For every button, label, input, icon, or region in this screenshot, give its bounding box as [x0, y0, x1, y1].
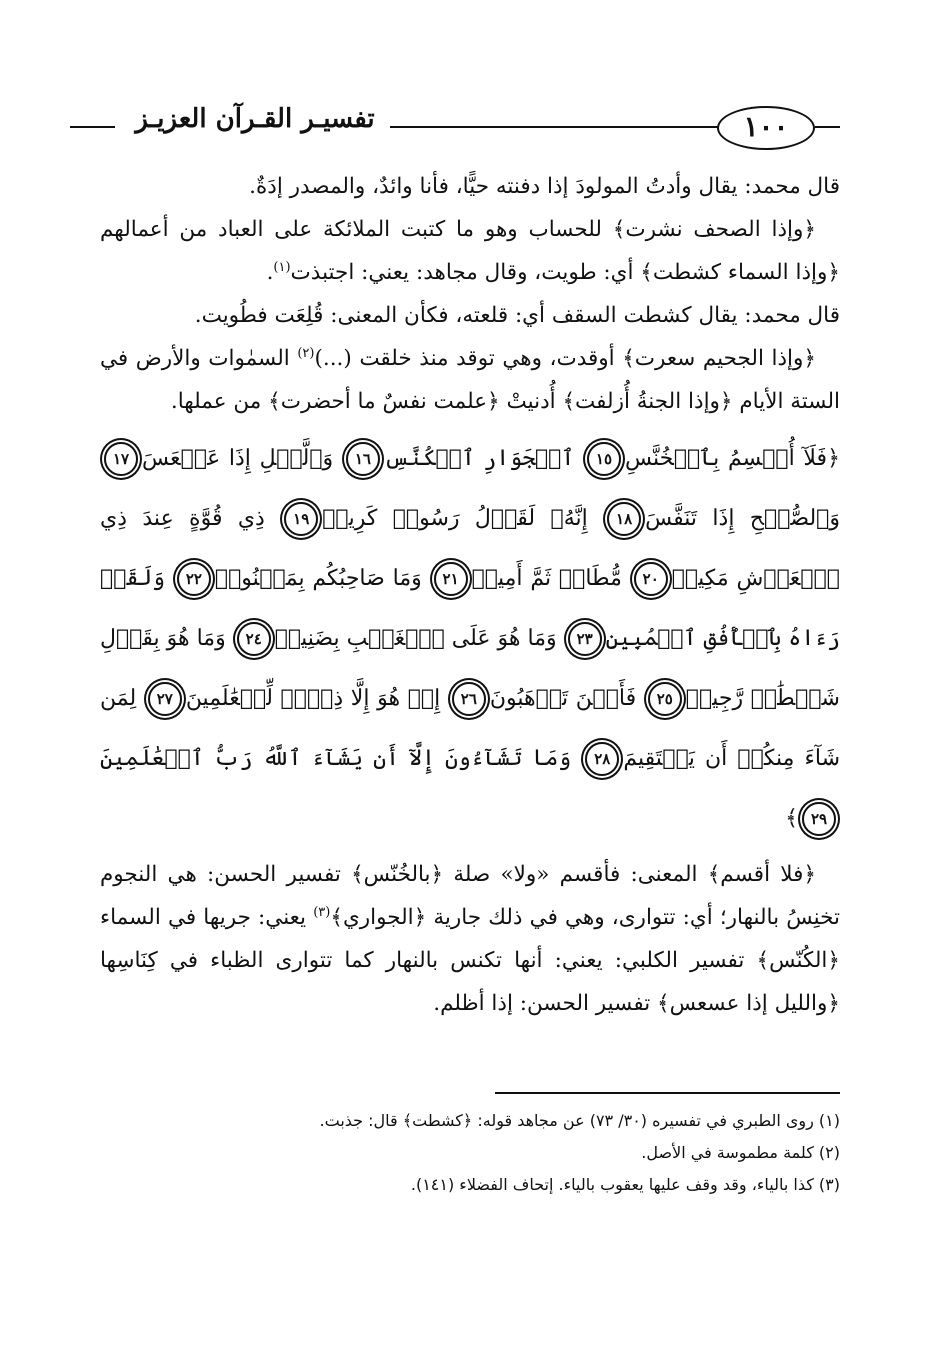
paragraph-text: قال محمد: يقال كشطت السقف أي: قلعته، فكأن المعنى: قُلِعَت فطُويت.: [194, 303, 840, 328]
footnote-2: (٢) كلمة مطموسة في الأصل.: [641, 1143, 840, 1162]
ayah-number-marker: ٢٥: [648, 682, 682, 716]
ayah-number-marker: ١٩: [284, 502, 318, 536]
verse-text: لِمَن شَآءَ مِنكُمۡ أَن يَسۡتَقِيمَ: [100, 686, 841, 771]
ayah-number-marker: ١٨: [607, 502, 641, 536]
verse-text: وَٱلَّيۡلِ إِذَا عَسۡعَسَ: [142, 446, 334, 471]
verse-text: وَمَا تَشَآءُونَ إِلَّآ أَن يَشَآءَ ٱللَّهُ رَبُّ ٱلۡعَٰلَمِينَ: [100, 746, 572, 771]
quran-closing-bracket: ﴾: [785, 806, 798, 831]
verse-text: ﴿فَلَآ أُقۡسِمُ بِٱلۡخُنَّسِ: [624, 446, 840, 471]
paragraph-text: السمٰوات والأرض في الستة الأيام ﴿وإذا الجنةُ أُزلفت﴾ أُدنيتْ ﴿علمت نفسٌ ما أحضرت﴾ من عملها.: [100, 346, 840, 414]
paragraph-end: .: [266, 260, 274, 285]
ayah-number-marker: ٢٣: [568, 622, 602, 656]
verse-text: ذِي قُوَّةٍ عِندَ ذِي ٱلۡعَرۡشِ مَكِينٖ: [100, 506, 840, 591]
paragraph-text: ﴿وإذا الجحيم سعرت﴾ أوقدت، وهي توقد منذ خلقت (...): [314, 346, 816, 371]
verse-text: وَلَقَدۡ رَءَاهُ بِٱلۡأُفُقِ ٱلۡمُبِينِ: [100, 566, 840, 651]
ayah-number-marker: ١٦: [346, 442, 380, 476]
footnote-3: (٣) كذا بالياء، وقد وقف عليها يعقوب بالياء. إتحاف الفضلاء (١٤١).: [410, 1175, 840, 1194]
verse-text: ٱلۡجَوَارِ ٱلۡكُنَّسِ: [383, 446, 575, 471]
verse-text: وَمَا صَاحِبُكُم بِمَجۡنُونٖ: [214, 566, 422, 591]
running-title: تفسيـر القـرآن العزيـز: [135, 104, 375, 134]
verse-text: إِنَّهُۥ لَقَوۡلُ رَسُولٖ كَرِيمٖ: [322, 506, 588, 531]
paragraph-text: يعني: جريها في السماء ﴿الكُنّس﴾ تفسير الكلبي: يعني: أنها تكنس بالنهار كما تتوارى الظباء في كِنَاسِها ﴿والليل إذا عسعس﴾ تفسير الحسن: إذا أظلم.: [100, 905, 840, 1016]
page-number: ١٠٠: [717, 106, 815, 150]
paragraph-text: قال محمد: يقال وأدتُ المولودَ إذا دفنته حيًّا، فأنا وائدٌ، والمصدر إدَةٌ.: [249, 174, 840, 199]
footnote-ref-3: (٣): [313, 904, 331, 920]
quran-verses: [100, 429, 840, 849]
verse-text: إِنۡ هُوَ إِلَّا ذِكۡرٞ لِّلۡعَٰلَمِينَ: [185, 686, 441, 711]
ayah-number-marker: ٢٦: [452, 682, 486, 716]
ayah-number-marker: ٢٧: [148, 682, 182, 716]
paragraph-text: ﴿وإذا الصحف نشرت﴾ للحساب وهو ما كتبت الملائكة على العباد من أعمالهم ﴿وإذا السماء كشطت﴾ أي: طويت، وقال مجاهد: يعني: اجتبذت: [100, 217, 840, 285]
ayah-number-marker: ٢١: [434, 562, 468, 596]
verse-text: وَمَا هُوَ عَلَى ٱلۡغَيۡبِ بِضَنِينٖ: [274, 626, 557, 651]
footnotes: [100, 1105, 840, 1201]
paragraph-4: [100, 337, 840, 423]
ayah-number-marker: ٢٢: [177, 562, 211, 596]
header-rule-left: [70, 126, 115, 128]
ayah-number-marker: ٢٠: [634, 562, 668, 596]
ayah-number-marker: ٢٤: [237, 622, 271, 656]
footnote-ref-1: (١): [273, 259, 291, 275]
ayah-number-marker: ١٥: [587, 442, 621, 476]
main-text: [100, 165, 840, 1025]
ayah-number-marker: ٢٩: [802, 802, 836, 836]
footnote-1: (١) روى الطبري في تفسيره (٣٠/ ٧٣) عن مجاهد قوله: ﴿كشطت﴾ قال: جذبت.: [319, 1111, 840, 1130]
verse-text: فَأَيۡنَ تَذۡهَبُونَ: [489, 686, 637, 711]
verse-text: مُّطَاعٖ ثَمَّ أَمِينٖ: [471, 566, 622, 591]
header-rule-right: [815, 126, 840, 128]
paragraph-3: [100, 294, 840, 337]
verse-text: وَٱلصُّبۡحِ إِذَا تَنَفَّسَ: [645, 506, 841, 531]
paragraph-2: [100, 208, 840, 294]
paragraph-1: [100, 165, 840, 208]
ayah-number-marker: ١٧: [104, 442, 138, 476]
page-header: [70, 98, 840, 158]
ayah-number-marker: ٢٨: [585, 742, 619, 776]
footnote-ref-2: (٢): [297, 345, 315, 361]
footnote-separator: [495, 1092, 840, 1094]
paragraph-text: ﴿فلا أقسم﴾ المعنى: فأقسم «ولا» صلة ﴿بالخُنّس﴾ تفسير الحسن: هي النجوم تخنِسُ بالنهار؛ أي: تتوارى، وهي في ذلك جارية ﴿الجواري﴾: [100, 862, 840, 930]
verse-text: وَمَا هُوَ بِقَوۡلِ شَيۡطَٰنٖ رَّجِيمٖ: [99, 626, 840, 711]
commentary-paragraph-1: [100, 853, 840, 1025]
